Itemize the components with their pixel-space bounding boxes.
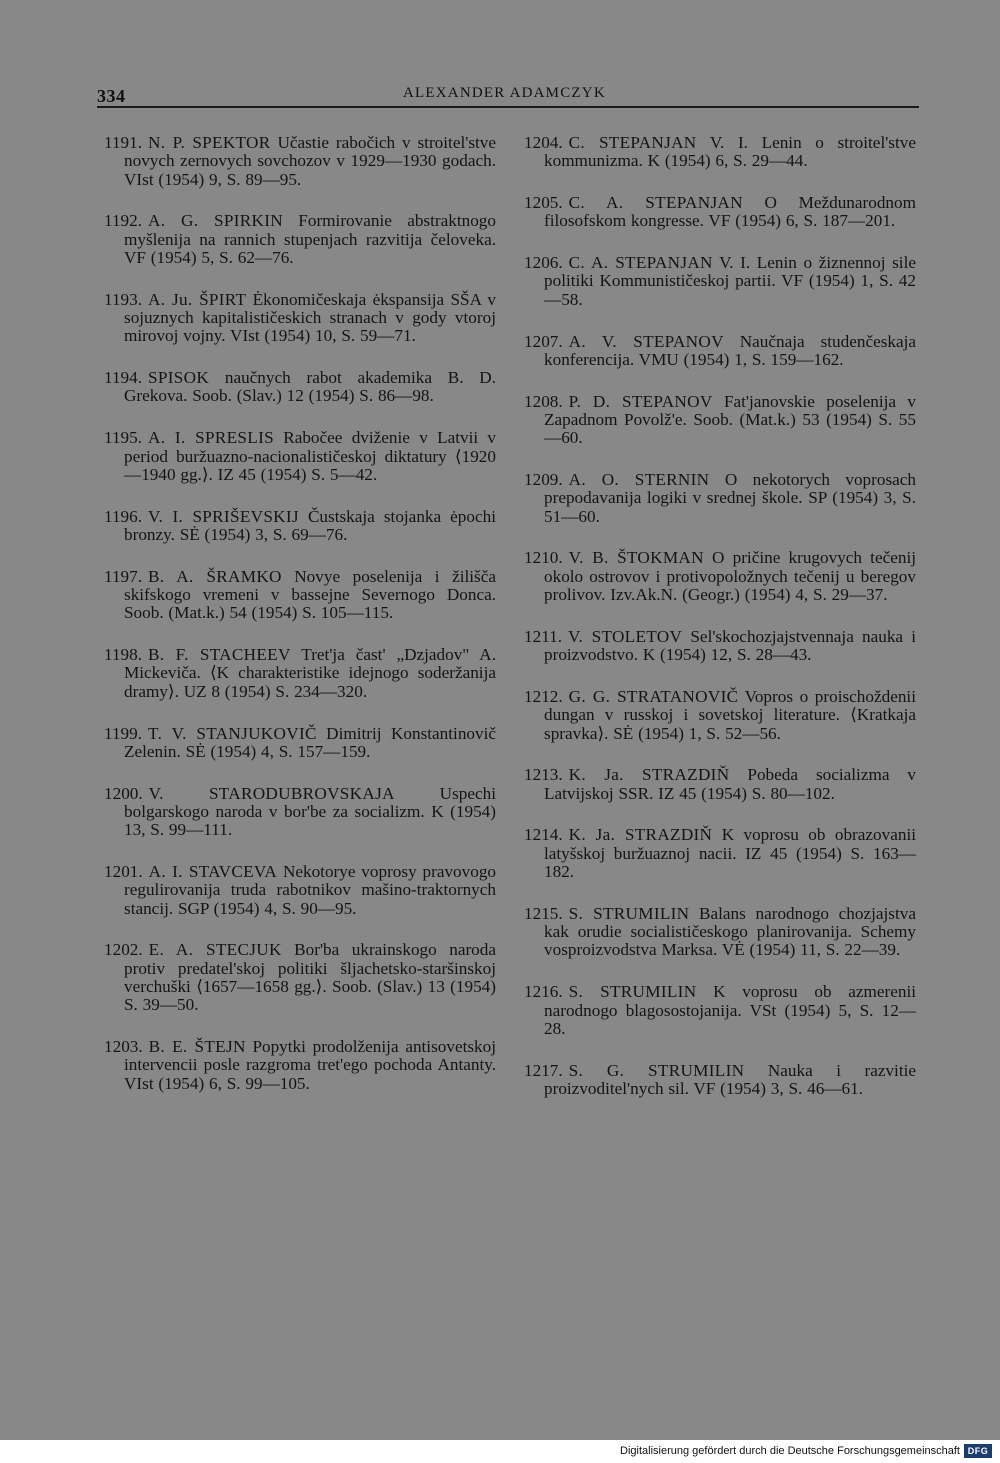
entry-title: Vopros o proischoždenii dungan v russkoj i sovetskoj literature. ⟨Kratkaja spravka⟩. SĖ (1954) 1, S. 52—56. — [544, 686, 916, 743]
entry-author: S. G. STRUMILIN — [568, 1060, 745, 1080]
bibliography-entry — [104, 291, 496, 346]
entry-number: 1198. — [104, 645, 143, 665]
entry-title: Dimitrij Konstantinovič Zelenin. SĖ (1954) 4, S. 157—159. — [124, 723, 497, 761]
entry-author: V. STOLETOV — [568, 626, 683, 646]
entry-number: 1203. — [104, 1037, 143, 1057]
entry-author: S. STRUMILIN — [568, 982, 697, 1002]
right-column — [524, 134, 916, 1122]
entry-title: naučnych rabot akademika B. D. Grekova. Soob. (Slav.) 12 (1954) S. 86—98. — [124, 368, 496, 406]
bibliography-entry — [524, 254, 916, 309]
entry-author: SPISOK — [148, 368, 210, 388]
bibliography-entry — [524, 549, 916, 604]
entry-title: O nekotorych voprosach prepodavanija logiki v srednej škole. SP (1954) 3, S. 51—60. — [544, 470, 917, 526]
entry-title: Pobeda socializma v Latvijskoj SSR. IZ 45 (1954) S. 80—102. — [544, 765, 917, 803]
header-rule — [97, 106, 919, 108]
bibliography-entry — [524, 393, 916, 448]
entry-number: 1212. — [524, 686, 563, 706]
entry-title: V. I. Lenin o stroitel'stve kommunizma. K (1954) 6, S. 29—44. — [544, 133, 916, 171]
bibliography-entry — [524, 688, 916, 743]
entry-author: C. STEPANJAN — [568, 133, 697, 152]
dfg-logo: DFG — [964, 1444, 992, 1458]
entry-title: Ėkonomičeskaja ėkspansija SŠA v sojuznych kapitalističeskich stranach v gody vtoroj mirovoj vojny. VIst (1954) 10, S. 59—71. — [124, 289, 496, 346]
entry-author: V. B. ŠTOKMAN — [568, 548, 704, 568]
entry-title: Balans narodnogo chozjajstva kak orudie socialističeskogo planirovanija. Schemy vosproizvodstva Marksa. VĖ (1954) 11, S. 22—39. — [544, 903, 916, 960]
bibliography-entry — [524, 134, 916, 171]
bibliography-entry — [104, 212, 496, 267]
entry-author: E. A. STECJUK — [148, 940, 282, 960]
entry-title: Fat'janovskie poselenija v Zapadnom Povolž'e. Soob. (Mat.k.) 53 (1954) S. 55—60. — [544, 391, 917, 448]
entry-number: 1191. — [104, 133, 143, 152]
entry-number: 1201. — [104, 862, 143, 882]
entry-title: O Meždunarodnom filosofskom kongresse. VF (1954) 6, S. 187—201. — [544, 193, 916, 231]
entry-title: V. I. Lenin o žiznennoj sile politiki Kommunističeskoj partii. VF (1954) 1, S. 42—58. — [544, 253, 916, 309]
bibliography-entry — [524, 826, 916, 881]
entry-number: 1202. — [104, 940, 143, 960]
bibliography-entry — [104, 134, 496, 189]
entry-number: 1213. — [524, 765, 563, 785]
entry-author: A. I. STAVCEVA — [148, 862, 278, 882]
entry-number: 1214. — [524, 825, 563, 845]
bibliography-entry — [524, 194, 916, 231]
entry-number: 1211. — [524, 626, 563, 646]
entry-title: Nekotorye voprosy pravovogo regulirovanija truda rabotnikov mašino-traktornych stancij. SGP (1954) 4, S. 90—95. — [124, 862, 497, 918]
entry-author: B. E. ŠTEJN — [148, 1037, 246, 1057]
entry-number: 1208. — [524, 391, 563, 411]
entry-number: 1200. — [104, 783, 143, 803]
entry-author: C. A. STEPANJAN — [568, 253, 713, 273]
entry-number: 1197. — [104, 566, 143, 586]
entry-title: Formirovanie abstraktnogo myšlenija na rannich stupenjach razvitija čeloveka. VF (1954) 5, S. 62—76. — [124, 211, 496, 267]
bibliography-entry — [524, 983, 916, 1038]
entry-title: K voprosu ob obrazovanii latyšskoj buržuaznoj nacii. IZ 45 (1954) S. 163—182. — [544, 825, 916, 882]
bibliography-entry — [524, 766, 916, 803]
bibliography-entry — [104, 429, 496, 484]
entry-title: Bor'ba ukrainskogo naroda protiv predatel'skoj politiki šljachetsko-staršinskoj verchuški ⟨1657—1658 gg.⟩. Soob. (Slav.) 13 (1954) S. 39—50. — [124, 940, 496, 1015]
entry-title: Čustskaja stojanka ėpochi bronzy. SĖ (1954) 3, S. 69—76. — [124, 506, 496, 544]
entry-title: O pričine krugovych tečenij okolo ostrovov i protivopoložnych tečenij u beregov prolivov. Izv.Ak.N. (Geogr.) (1954) 4, S. 29—37. — [544, 548, 916, 605]
entry-number: 1217. — [524, 1060, 563, 1080]
bibliography-entry — [524, 905, 916, 960]
entry-number: 1207. — [524, 331, 563, 351]
entry-number: 1192. — [104, 211, 143, 231]
entry-number: 1194. — [104, 368, 143, 388]
entry-number: 1193. — [104, 289, 143, 309]
entry-title: Rabočee dviženie v Latvii v period buržuazno-nacionalističeskoj diktatury ⟨1920—1940 gg.⟩. IZ 45 (1954) S. 5—42. — [124, 428, 496, 484]
entry-author: A. I. SPRESLIS — [148, 428, 274, 448]
entry-author: G. G. STRATANOVIČ — [568, 686, 739, 706]
entry-title: Novye poselenija i žilišča skifskogo vremeni v bassejne Severnogo Donca. Soob. (Mat.k.) 54 (1954) S. 105—115. — [124, 566, 496, 623]
bibliography-entry — [104, 508, 496, 545]
bibliography-entry — [524, 471, 916, 526]
bibliography-entry — [524, 333, 916, 370]
entry-number: 1216. — [524, 982, 563, 1002]
entry-author: A. O. STERNIN — [568, 470, 710, 490]
entry-title: Učastie rabočich v stroitel'stve novych zernovych sovchozov v 1929—1930 godach. VIst (1954) 9, S. 89—95. — [124, 133, 497, 189]
entry-author: A. Ju. ŠPIRT — [148, 289, 247, 309]
entry-author: C. A. STEPANJAN — [568, 193, 743, 213]
entry-number: 1204. — [524, 133, 563, 152]
bibliography-entry — [524, 1062, 916, 1099]
entry-title: K voprosu ob azmerenii narodnogo blagosostojanija. VSt (1954) 5, S. 12—28. — [544, 982, 917, 1038]
bibliography-entry — [104, 863, 496, 918]
entry-title: Popytki prodolženija antisovetskoj intervencii posle razgroma tret'ego pochoda Antanty. VIst (1954) 6, S. 99—105. — [124, 1037, 497, 1093]
entry-author: A. V. STEPANOV — [568, 331, 724, 351]
entry-author: K. Ja. STRAZDIŇ — [568, 765, 730, 785]
entry-number: 1210. — [524, 548, 563, 568]
page-number: 334 — [97, 86, 126, 106]
entry-number: 1205. — [524, 193, 563, 213]
entry-author: B. A. ŠRAMKO — [148, 566, 282, 586]
entry-number: 1195. — [104, 428, 143, 448]
bibliography-entry — [104, 646, 496, 701]
bibliography-entry — [104, 941, 496, 1014]
entry-author: V. I. SPRIŠEVSKIJ — [148, 506, 299, 526]
entry-title: Tret'ja čast' „Dzjadov" A. Mickeviča. ⟨K charakteristike idejnogo soderžanija dramy⟩. UZ 8 (1954) S. 234—320. — [124, 645, 496, 701]
bibliography-entry — [104, 369, 496, 406]
page-header — [97, 84, 919, 106]
entry-number: 1215. — [524, 903, 563, 923]
entry-title: Naučnaja studenčeskaja konferencija. VMU (1954) 1, S. 159—162. — [544, 331, 917, 369]
entry-number: 1196. — [104, 506, 143, 526]
entry-author: N. P. SPEKTOR — [148, 133, 271, 152]
running-head: ALEXANDER ADAMCZYK — [403, 85, 606, 101]
entry-author: S. STRUMILIN — [568, 903, 690, 923]
entry-author: P. D. STEPANOV — [568, 391, 713, 411]
entry-author: B. F. STACHEEV — [148, 645, 291, 665]
entry-title: Nauka i razvitie proizvoditel'nych sil. VF (1954) 3, S. 46—61. — [544, 1060, 917, 1098]
entry-number: 1209. — [524, 470, 563, 490]
left-column — [104, 134, 496, 1116]
digitization-footer — [0, 1440, 1000, 1463]
bibliography-entry — [524, 628, 916, 665]
entry-title: Uspechi bolgarskogo naroda v bor'be za socializm. K (1954) 13, S. 99—111. — [124, 783, 496, 840]
entry-title: Sel'skochozjajstvennaja nauka i proizvodstvo. K (1954) 12, S. 28—43. — [544, 626, 917, 665]
entry-author: A. G. SPIRKIN — [148, 211, 283, 231]
entry-author: T. V. STANJUKOVIČ — [148, 723, 317, 743]
bibliography-entry — [104, 785, 496, 840]
entry-number: 1199. — [104, 723, 143, 743]
entry-author: V. STARODUBROVSKAJA — [148, 783, 395, 803]
footer-credit: Digitalisierung gefördert durch die Deutsche Forschungsgemeinschaft — [620, 1445, 960, 1457]
entry-author: K. Ja. STRAZDIŇ — [568, 825, 713, 845]
bibliography-entry — [104, 568, 496, 623]
bibliography-entry — [104, 1038, 496, 1093]
entry-number: 1206. — [524, 253, 563, 273]
bibliography-entry — [104, 725, 496, 762]
